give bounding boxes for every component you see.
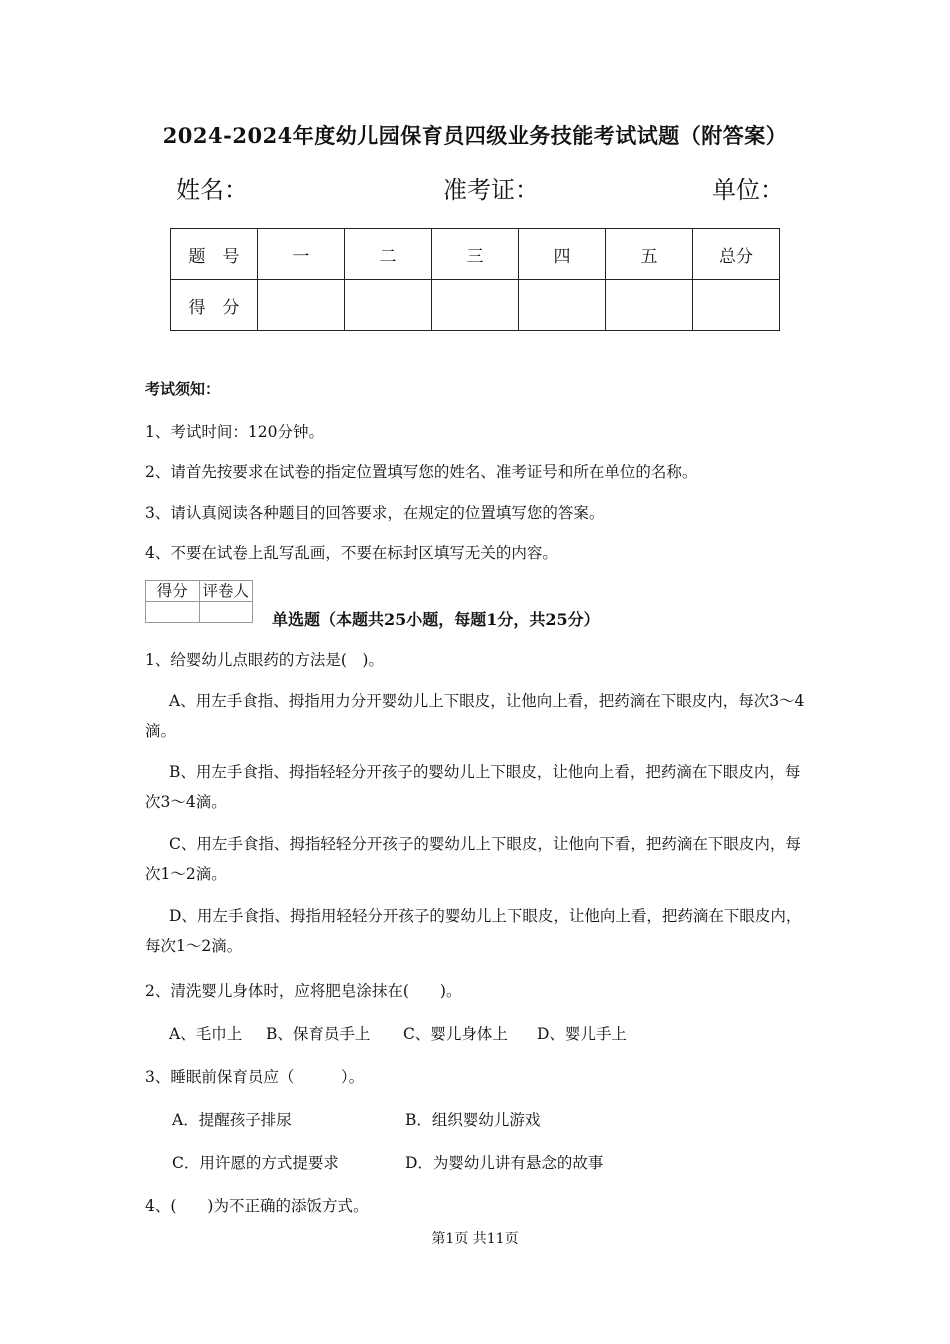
notice-item: 4、不要在试卷上乱写乱画，不要在标封区填写无关的内容。 xyxy=(145,544,558,562)
score-cell[interactable] xyxy=(258,280,345,331)
score-table xyxy=(170,228,780,331)
name-field-label: 姓名： xyxy=(176,176,248,204)
question-option: A．提醒孩子排尿 xyxy=(172,1111,292,1129)
notice-item: 3、请认真阅读各种题目的回答要求，在规定的位置填写您的答案。 xyxy=(145,504,605,522)
score-row-label: 得 分 xyxy=(171,280,258,331)
page-footer: 第1页 共11页 xyxy=(431,1231,519,1247)
grader-score-label: 得分 xyxy=(146,581,200,602)
score-table-header-cell: 三 xyxy=(432,229,519,280)
exam-id-field-label: 准考证： xyxy=(443,176,539,204)
score-cell[interactable] xyxy=(345,280,432,331)
grader-score-cell[interactable] xyxy=(146,602,200,623)
grader-name-cell[interactable] xyxy=(199,602,253,623)
score-table-header-row xyxy=(171,229,780,280)
score-cell[interactable] xyxy=(519,280,606,331)
score-cell[interactable] xyxy=(606,280,693,331)
question-option: B．组织婴幼儿游戏 xyxy=(405,1111,541,1129)
score-table-header-cell: 二 xyxy=(345,229,432,280)
grader-box xyxy=(145,580,253,623)
question-stem: 1、给婴幼儿点眼药的方法是( )。 xyxy=(145,651,384,669)
question-option: C、用左手食指、拇指轻轻分开孩子的婴幼儿上下眼皮，让他向下看，把药滴在下眼皮内，每次1～2滴。 xyxy=(145,835,801,883)
question-option: A、毛巾上 xyxy=(169,1025,243,1043)
question-option: D、用左手食指、拇指用轻轻分开孩子的婴幼儿上下眼皮，让他向上看，把药滴在下眼皮内，每次1～2滴。 xyxy=(145,907,802,955)
score-table-header-cell: 五 xyxy=(606,229,693,280)
score-table-score-row xyxy=(171,280,780,331)
question-option: D．为婴幼儿讲有悬念的故事 xyxy=(405,1154,604,1172)
score-table-header-cell: 一 xyxy=(258,229,345,280)
grader-name-label: 评卷人 xyxy=(199,581,253,602)
score-table-header-cell: 题 号 xyxy=(171,229,258,280)
score-cell[interactable] xyxy=(693,280,780,331)
page-title: 2024-2024年度幼儿园保育员四级业务技能考试试题（附答案） xyxy=(162,123,788,148)
score-table-header-cell: 总分 xyxy=(693,229,780,280)
question-option: C．用许愿的方式提要求 xyxy=(172,1154,339,1172)
question-stem: 3、睡眠前保育员应（ ）。 xyxy=(145,1068,365,1086)
unit-field-label: 单位： xyxy=(712,176,784,204)
notice-item: 2、请首先按要求在试卷的指定位置填写您的姓名、准考证号和所在单位的名称。 xyxy=(145,463,698,481)
section-heading: 单选题（本题共25小题，每题1分，共25分） xyxy=(272,610,600,629)
score-cell[interactable] xyxy=(432,280,519,331)
notice-heading: 考试须知： xyxy=(145,380,221,398)
question-option: B、保育员手上 xyxy=(266,1025,371,1043)
question-option: C、婴儿身体上 xyxy=(403,1025,508,1043)
score-table-header-cell: 四 xyxy=(519,229,606,280)
question-stem: 2、清洗婴儿身体时，应将肥皂涂抹在( )。 xyxy=(145,982,462,1000)
question-stem: 4、( )为不正确的添饭方式。 xyxy=(145,1197,369,1215)
question-option: A、用左手食指、拇指用力分开婴幼儿上下眼皮，让他向上看，把药滴在下眼皮内，每次3～4滴。 xyxy=(145,692,805,740)
question-option: B、用左手食指、拇指轻轻分开孩子的婴幼儿上下眼皮，让他向上看，把药滴在下眼皮内，每次3～4滴。 xyxy=(145,763,801,811)
question-option: D、婴儿手上 xyxy=(537,1025,627,1043)
notice-item: 1、考试时间：120分钟。 xyxy=(145,423,324,441)
